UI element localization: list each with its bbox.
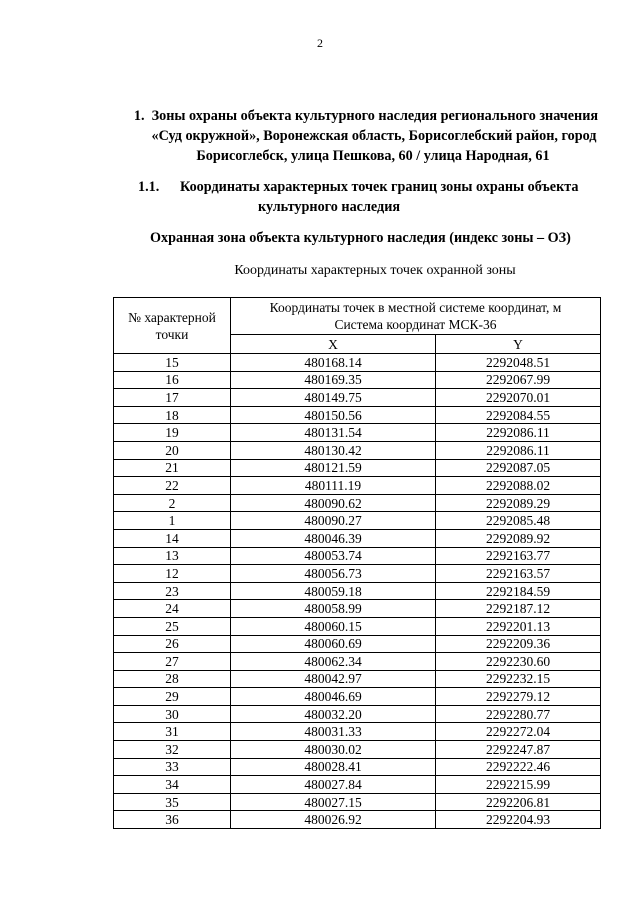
point-number-cell: 25	[114, 617, 231, 635]
section-heading	[112, 106, 620, 166]
point-number-cell: 30	[114, 705, 231, 723]
subsection-heading	[138, 177, 620, 217]
point-number-cell: 27	[114, 653, 231, 671]
table-row	[114, 354, 601, 372]
table-row	[114, 371, 601, 389]
header-y: Y	[436, 335, 601, 354]
table-row	[114, 688, 601, 706]
table-row	[114, 441, 601, 459]
y-coordinate-cell: 2292272.04	[436, 723, 601, 741]
table-row	[114, 811, 601, 829]
x-coordinate-cell: 480056.73	[231, 565, 436, 583]
x-coordinate-cell: 480121.59	[231, 459, 436, 477]
point-number-cell: 32	[114, 741, 231, 759]
point-number-cell: 29	[114, 688, 231, 706]
table-row	[114, 424, 601, 442]
y-coordinate-cell: 2292084.55	[436, 406, 601, 424]
x-coordinate-cell: 480060.69	[231, 635, 436, 653]
table-row	[114, 653, 601, 671]
x-coordinate-cell: 480090.62	[231, 494, 436, 512]
point-number-cell: 31	[114, 723, 231, 741]
table-row	[114, 635, 601, 653]
table-row	[114, 600, 601, 618]
x-coordinate-cell: 480028.41	[231, 758, 436, 776]
x-coordinate-cell: 480046.69	[231, 688, 436, 706]
table-row	[114, 741, 601, 759]
section-heading-line-3: Борисоглебск, улица Пешкова, 60 / улица Народная, 61	[196, 148, 550, 164]
y-coordinate-cell: 2292206.81	[436, 793, 601, 811]
table-row	[114, 477, 601, 495]
point-number-cell: 35	[114, 793, 231, 811]
y-coordinate-cell: 2292280.77	[436, 705, 601, 723]
x-coordinate-cell: 480150.56	[231, 406, 436, 424]
point-number-cell: 34	[114, 776, 231, 794]
header-point-number: № характерной точки	[114, 298, 231, 354]
point-number-cell: 20	[114, 441, 231, 459]
y-coordinate-cell: 2292163.77	[436, 547, 601, 565]
point-number-cell: 13	[114, 547, 231, 565]
y-coordinate-cell: 2292215.99	[436, 776, 601, 794]
point-number-cell: 28	[114, 670, 231, 688]
table-row	[114, 529, 601, 547]
header-coordinates	[231, 298, 601, 335]
table-row	[114, 705, 601, 723]
x-coordinate-cell: 480149.75	[231, 389, 436, 407]
y-coordinate-cell: 2292204.93	[436, 811, 601, 829]
point-number-cell: 22	[114, 477, 231, 495]
point-number-cell: 1	[114, 512, 231, 530]
x-coordinate-cell: 480042.97	[231, 670, 436, 688]
point-number-cell: 18	[114, 406, 231, 424]
x-coordinate-cell: 480026.92	[231, 811, 436, 829]
y-coordinate-cell: 2292247.87	[436, 741, 601, 759]
header-coordinates-line-1: Координаты точек в местной системе координат, м	[269, 300, 562, 315]
table-row	[114, 512, 601, 530]
subsection-line-2: культурного наследия	[258, 199, 401, 215]
y-coordinate-cell: 2292187.12	[436, 600, 601, 618]
y-coordinate-cell: 2292209.36	[436, 635, 601, 653]
header-x: X	[231, 335, 436, 354]
table-row	[114, 459, 601, 477]
table-row	[114, 617, 601, 635]
table-row	[114, 758, 601, 776]
x-coordinate-cell: 480032.20	[231, 705, 436, 723]
y-coordinate-cell: 2292230.60	[436, 653, 601, 671]
y-coordinate-cell: 2292085.48	[436, 512, 601, 530]
y-coordinate-cell: 2292232.15	[436, 670, 601, 688]
subsection-number: 1.1.	[138, 179, 160, 195]
y-coordinate-cell: 2292222.46	[436, 758, 601, 776]
table-row	[114, 406, 601, 424]
table-row	[114, 565, 601, 583]
y-coordinate-cell: 2292201.13	[436, 617, 601, 635]
table-row	[114, 723, 601, 741]
point-number-cell: 16	[114, 371, 231, 389]
section-number: 1.	[133, 108, 145, 124]
point-number-cell: 24	[114, 600, 231, 618]
point-number-cell: 36	[114, 811, 231, 829]
y-coordinate-cell: 2292279.12	[436, 688, 601, 706]
point-number-cell: 33	[114, 758, 231, 776]
x-coordinate-cell: 480062.34	[231, 653, 436, 671]
x-coordinate-cell: 480053.74	[231, 547, 436, 565]
y-coordinate-cell: 2292163.57	[436, 565, 601, 583]
x-coordinate-cell: 480169.35	[231, 371, 436, 389]
table-row	[114, 582, 601, 600]
y-coordinate-cell: 2292086.11	[436, 441, 601, 459]
subsection-line-1: Координаты характерных точек границ зоны охраны объекта	[180, 179, 579, 195]
point-number-cell: 19	[114, 424, 231, 442]
point-number-cell: 14	[114, 529, 231, 547]
point-number-cell: 21	[114, 459, 231, 477]
x-coordinate-cell: 480031.33	[231, 723, 436, 741]
y-coordinate-cell: 2292048.51	[436, 354, 601, 372]
y-coordinate-cell: 2292088.02	[436, 477, 601, 495]
y-coordinate-cell: 2292086.11	[436, 424, 601, 442]
x-coordinate-cell: 480027.15	[231, 793, 436, 811]
table-row	[114, 793, 601, 811]
y-coordinate-cell: 2292070.01	[436, 389, 601, 407]
x-coordinate-cell: 480059.18	[231, 582, 436, 600]
x-coordinate-cell: 480046.39	[231, 529, 436, 547]
point-number-cell: 26	[114, 635, 231, 653]
point-number-cell: 15	[114, 354, 231, 372]
section-heading-line-1: 1. Зоны охраны объекта культурного наследия регионального значения	[133, 108, 599, 124]
table-row	[114, 389, 601, 407]
page-number: 2	[317, 36, 323, 50]
y-coordinate-cell: 2292184.59	[436, 582, 601, 600]
table-row	[114, 494, 601, 512]
coordinates-table	[113, 297, 601, 829]
table-row	[114, 670, 601, 688]
point-number-cell: 12	[114, 565, 231, 583]
table-header-row	[114, 298, 601, 335]
y-coordinate-cell: 2292089.92	[436, 529, 601, 547]
x-coordinate-cell: 480130.42	[231, 441, 436, 459]
x-coordinate-cell: 480090.27	[231, 512, 436, 530]
point-number-cell: 23	[114, 582, 231, 600]
header-coordinates-line-2: Система координат МСК-36	[334, 317, 497, 332]
table-row	[114, 776, 601, 794]
x-coordinate-cell: 480060.15	[231, 617, 436, 635]
x-coordinate-cell: 480058.99	[231, 600, 436, 618]
x-coordinate-cell: 480111.19	[231, 477, 436, 495]
x-coordinate-cell: 480168.14	[231, 354, 436, 372]
y-coordinate-cell: 2292067.99	[436, 371, 601, 389]
x-coordinate-cell: 480131.54	[231, 424, 436, 442]
x-coordinate-cell: 480027.84	[231, 776, 436, 794]
table-caption: Координаты характерных точек охранной зоны	[234, 263, 516, 278]
table-row	[114, 547, 601, 565]
x-coordinate-cell: 480030.02	[231, 741, 436, 759]
point-number-cell: 2	[114, 494, 231, 512]
zone-title: Охранная зона объекта культурного наследия (индекс зоны – ОЗ)	[150, 230, 571, 246]
y-coordinate-cell: 2292089.29	[436, 494, 601, 512]
y-coordinate-cell: 2292087.05	[436, 459, 601, 477]
section-heading-line-2: «Суд окружной», Воронежская область, Борисоглебский район, город	[151, 128, 597, 144]
point-number-cell: 17	[114, 389, 231, 407]
